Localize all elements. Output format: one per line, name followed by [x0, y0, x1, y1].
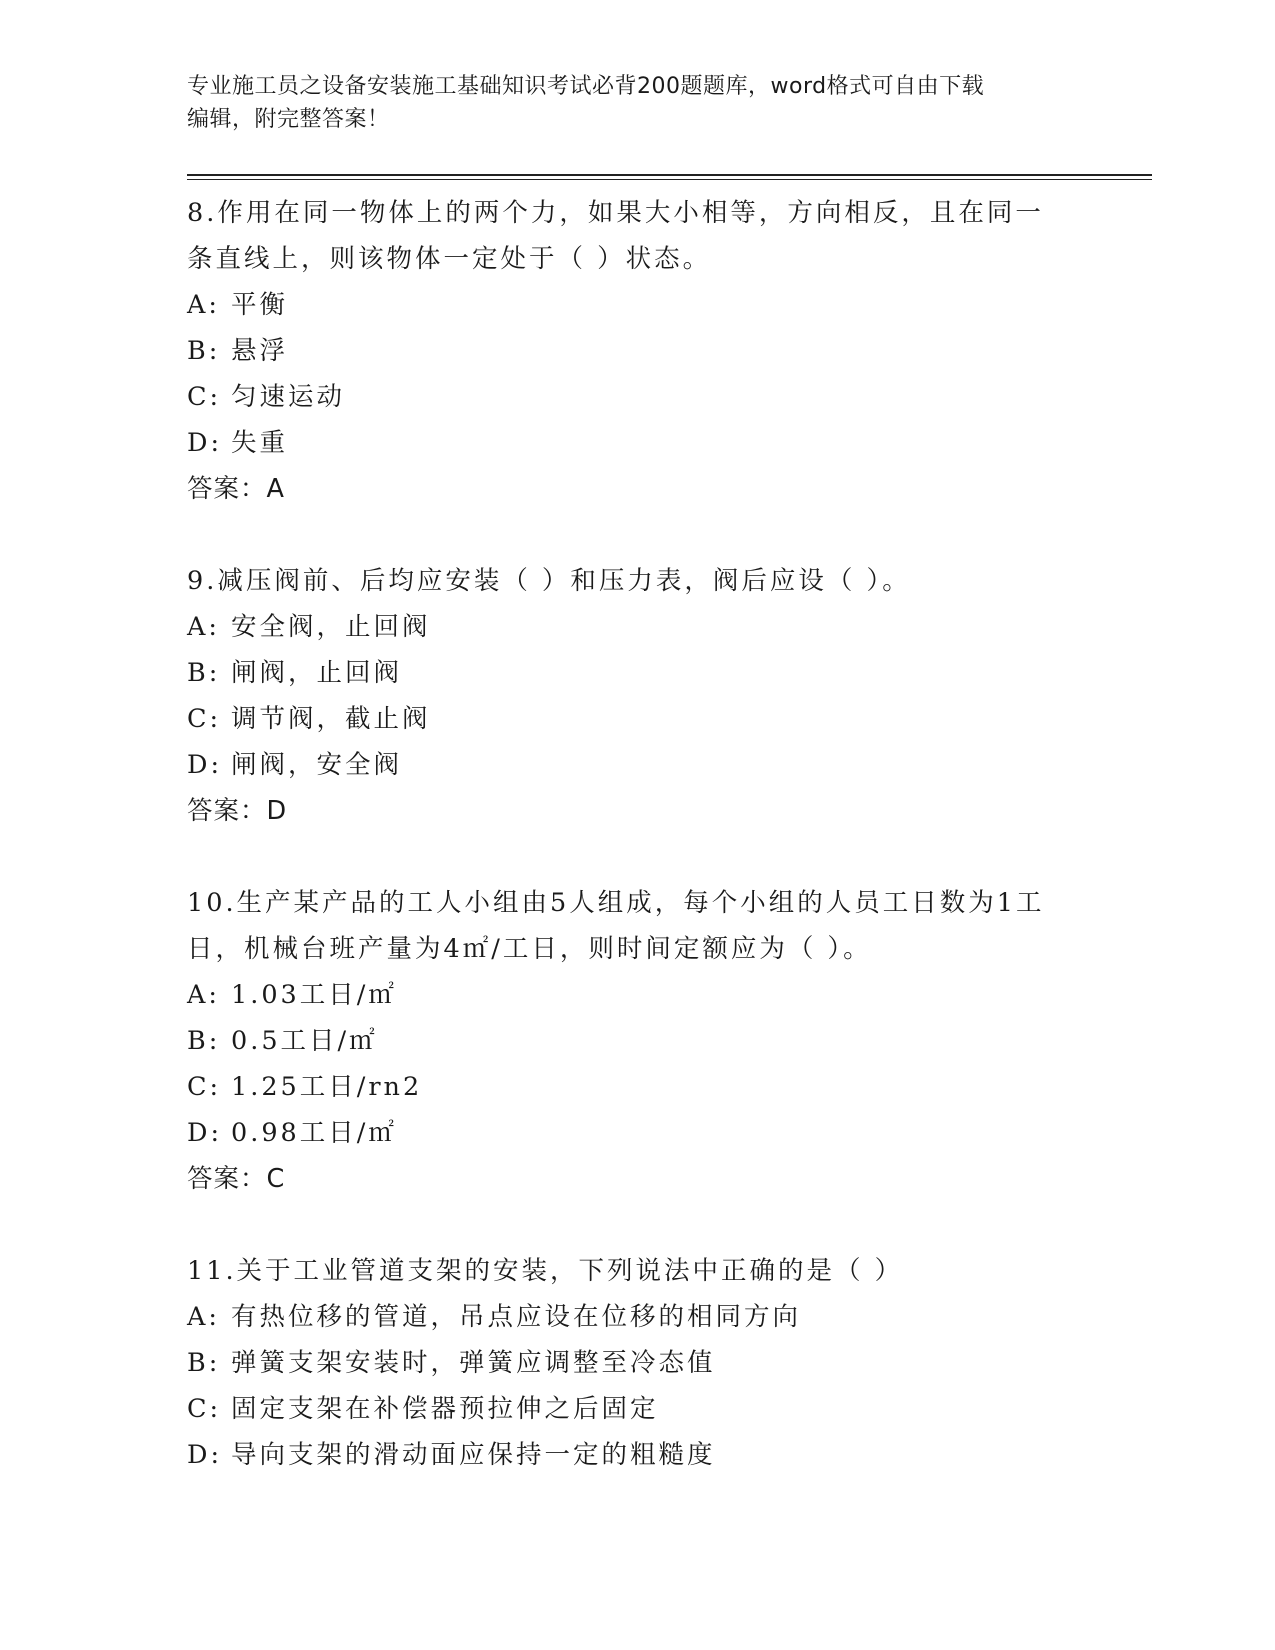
- spacer: [187, 834, 1152, 880]
- option-b: [187, 1018, 1152, 1064]
- option-text: 有热位移的管道，吊点应设在位移的相同方向: [231, 1302, 802, 1332]
- option-key: A:: [187, 1302, 221, 1332]
- option-c: [187, 696, 1152, 742]
- header-line-1: 专业施工员之设备安装施工基础知识考试必背200题题库，word格式可自由下载: [187, 74, 985, 99]
- option-text: 导向支架的滑动面应保持一定的粗糙度: [231, 1440, 716, 1470]
- question-stem: 9.减压阀前、后均应安装（ ）和压力表，阀后应设（ ）。: [187, 566, 911, 596]
- header-divider: [187, 174, 1152, 180]
- question-11: [187, 1248, 1152, 1478]
- option-text: 闸阀，止回阀: [231, 658, 403, 688]
- option-text: 1.25工日/rn2: [231, 1072, 423, 1102]
- option-text: 0.5工日/㎡: [231, 1026, 378, 1056]
- option-b: [187, 328, 1152, 374]
- option-text: 固定支架在补偿器预拉伸之后固定: [231, 1394, 659, 1424]
- option-text: 调节阀，截止阀: [231, 704, 431, 734]
- option-key: D:: [187, 1118, 223, 1148]
- document-page: [187, 70, 1152, 1478]
- option-key: C:: [187, 1072, 222, 1102]
- answer: 答案：A: [187, 474, 285, 504]
- option-a: [187, 1294, 1152, 1340]
- option-c: [187, 1064, 1152, 1110]
- answer: 答案：D: [187, 796, 288, 826]
- question-9: [187, 558, 1152, 834]
- option-text: 安全阀，止回阀: [231, 612, 431, 642]
- option-text: 闸阀，安全阀: [231, 750, 403, 780]
- option-text: 0.98工日/㎡: [231, 1118, 397, 1148]
- option-d: [187, 742, 1152, 788]
- option-a: [187, 972, 1152, 1018]
- question-10: [187, 880, 1152, 1202]
- question-stem-cont: 日，机械台班产量为4㎡/工日，则时间定额应为（ ）。: [187, 934, 872, 964]
- question-stem: 10.生产某产品的工人小组由5人组成，每个小组的人员工日数为1工: [187, 888, 1045, 918]
- option-key: C:: [187, 704, 222, 734]
- option-key: B:: [187, 658, 221, 688]
- option-text: 悬浮: [231, 336, 289, 366]
- question-stem: 8.作用在同一物体上的两个力，如果大小相等，方向相反，且在同一: [187, 198, 1044, 228]
- option-c: [187, 1386, 1152, 1432]
- option-key: D:: [187, 428, 223, 458]
- question-8: [187, 190, 1152, 512]
- option-text: 1.03工日/㎡: [231, 980, 397, 1010]
- option-b: [187, 1340, 1152, 1386]
- option-a: [187, 282, 1152, 328]
- option-d: [187, 1110, 1152, 1156]
- option-d: [187, 1432, 1152, 1478]
- option-b: [187, 650, 1152, 696]
- option-text: 弹簧支架安装时，弹簧应调整至冷态值: [231, 1348, 716, 1378]
- option-key: B:: [187, 1026, 221, 1056]
- answer: 答案：C: [187, 1164, 286, 1194]
- spacer: [187, 1202, 1152, 1248]
- option-text: 平衡: [231, 290, 289, 320]
- document-header: [187, 70, 1152, 136]
- option-key: A:: [187, 290, 221, 320]
- option-key: B:: [187, 1348, 221, 1378]
- option-key: D:: [187, 1440, 223, 1470]
- spacer: [187, 512, 1152, 558]
- option-key: A:: [187, 980, 221, 1010]
- option-key: A:: [187, 612, 221, 642]
- option-text: 匀速运动: [231, 382, 346, 412]
- option-key: C:: [187, 1394, 222, 1424]
- option-key: C:: [187, 382, 222, 412]
- question-stem: 11.关于工业管道支架的安装，下列说法中正确的是（ ）: [187, 1256, 904, 1286]
- option-d: [187, 420, 1152, 466]
- option-key: D:: [187, 750, 223, 780]
- option-text: 失重: [231, 428, 289, 458]
- option-a: [187, 604, 1152, 650]
- option-c: [187, 374, 1152, 420]
- option-key: B:: [187, 336, 221, 366]
- question-stem-cont: 条直线上，则该物体一定处于（ ）状态。: [187, 244, 712, 274]
- header-line-2: 编辑，附完整答案！: [187, 107, 390, 132]
